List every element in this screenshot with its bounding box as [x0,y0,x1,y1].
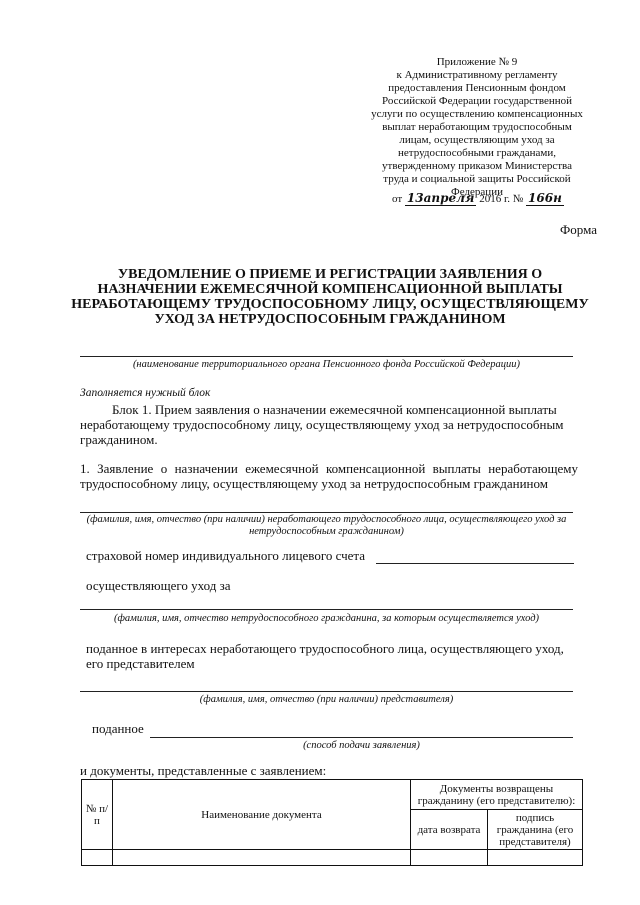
col-document-name-header: Наименование документа [113,780,411,850]
organ-name-line [80,356,573,357]
header-line: выплат неработающим трудоспособным [382,121,572,133]
care-label: осуществляющего уход за [86,578,231,593]
handwritten-date: 13апреля [406,191,475,205]
submission-method-caption: (способ подачи заявления) [303,740,420,751]
applicant-fio-line [80,512,573,513]
header-line: к Административному регламенту [396,69,558,81]
header-line: услуги по осуществлению компенсационных [371,108,583,120]
document-title: УВЕДОМЛЕНИЕ О ПРИЕМЕ И РЕГИСТРАЦИИ ЗАЯВЛЕНИЯ О НАЗНАЧЕНИИ ЕЖЕМЕСЯЧНОЙ КОМПЕНСАЦИОННОЙ ВЫПЛАТЫ НЕРАБОТАЮЩЕМУ ТРУДОСПОСОБНОМУ ЛИЦУ, ОСУЩЕСТВЛЯЮЩЕМУ УХОД ЗА НЕТРУДОСПОСОБНЫМ ГРАЖДАНИНОМ [71,267,589,327]
documents-table [81,779,583,866]
date-prefix: от [392,193,403,205]
snils-line [376,563,574,564]
col-number-header: № п/п [82,780,113,850]
col-return-date-header: дата возврата [411,810,488,850]
table-cell[interactable] [411,850,488,866]
item1-text: 1. Заявление о назначении ежемесячной компенсационной выплаты неработающему трудоспособному лицу, осуществляющему уход за нетрудоспособным гражданином [80,461,578,491]
header-line: предоставления Пенсионным фондом [388,82,566,94]
interests-text: поданное в интересах неработающего трудоспособного лица, осуществляющего уход, его представителем [86,641,564,671]
header-line: лицам, осуществляющим уход за [399,134,555,146]
submitted-label: поданное [92,721,144,736]
disabled-fio-line [80,609,573,610]
handwritten-number: 166н [528,191,562,205]
header-line: нетрудоспособными гражданами, [398,147,556,159]
documents-intro: и документы, представленные с заявлением: [80,763,327,778]
header-line: утвержденному приказом Министерства [382,160,572,172]
table-cell[interactable] [113,850,411,866]
organ-caption: (наименование территориального органа Пенсионного фонда Российской Федерации) [132,359,521,370]
header-line: Федерации [451,186,503,198]
fill-note: Заполняется нужный блок [80,387,211,399]
form-label: Форма [560,222,597,237]
appendix-header [352,56,602,199]
table-cell[interactable] [488,850,583,866]
disabled-fio-caption: (фамилия, имя, отчество нетрудоспособного гражданина, за которым осуществляется уход) [113,613,540,624]
date-year: 2016 г. № [479,193,524,205]
block1-text: Блок 1. Прием заявления о назначении ежемесячной компенсационной выплаты неработающему трудоспособному лицу, осуществляющему уход за нетрудоспособным гражданином. [80,402,564,447]
col-returned-header: Документы возвращены гражданину (его представителю): [411,780,583,810]
representative-caption: (фамилия, имя, отчество (при наличии) представителя) [199,694,454,705]
col-signature-header: подпись гражданина (его представителя) [488,810,583,850]
applicant-fio-caption: (фамилия, имя, отчество (при наличии) неработающего трудоспособного лица, осуществляющего уход за нетрудоспособным гражданином) [86,514,567,537]
header-line: Российской Федерации государственной [381,95,573,107]
representative-line [80,691,573,692]
header-line: Приложение № 9 [436,56,518,68]
order-date-line [392,191,564,206]
snils-label: страховой номер индивидуального лицевого счета [86,548,366,563]
header-line: труда и социальной защиты Российской [383,173,571,185]
submission-method-line [150,737,573,738]
table-cell[interactable] [82,850,113,866]
